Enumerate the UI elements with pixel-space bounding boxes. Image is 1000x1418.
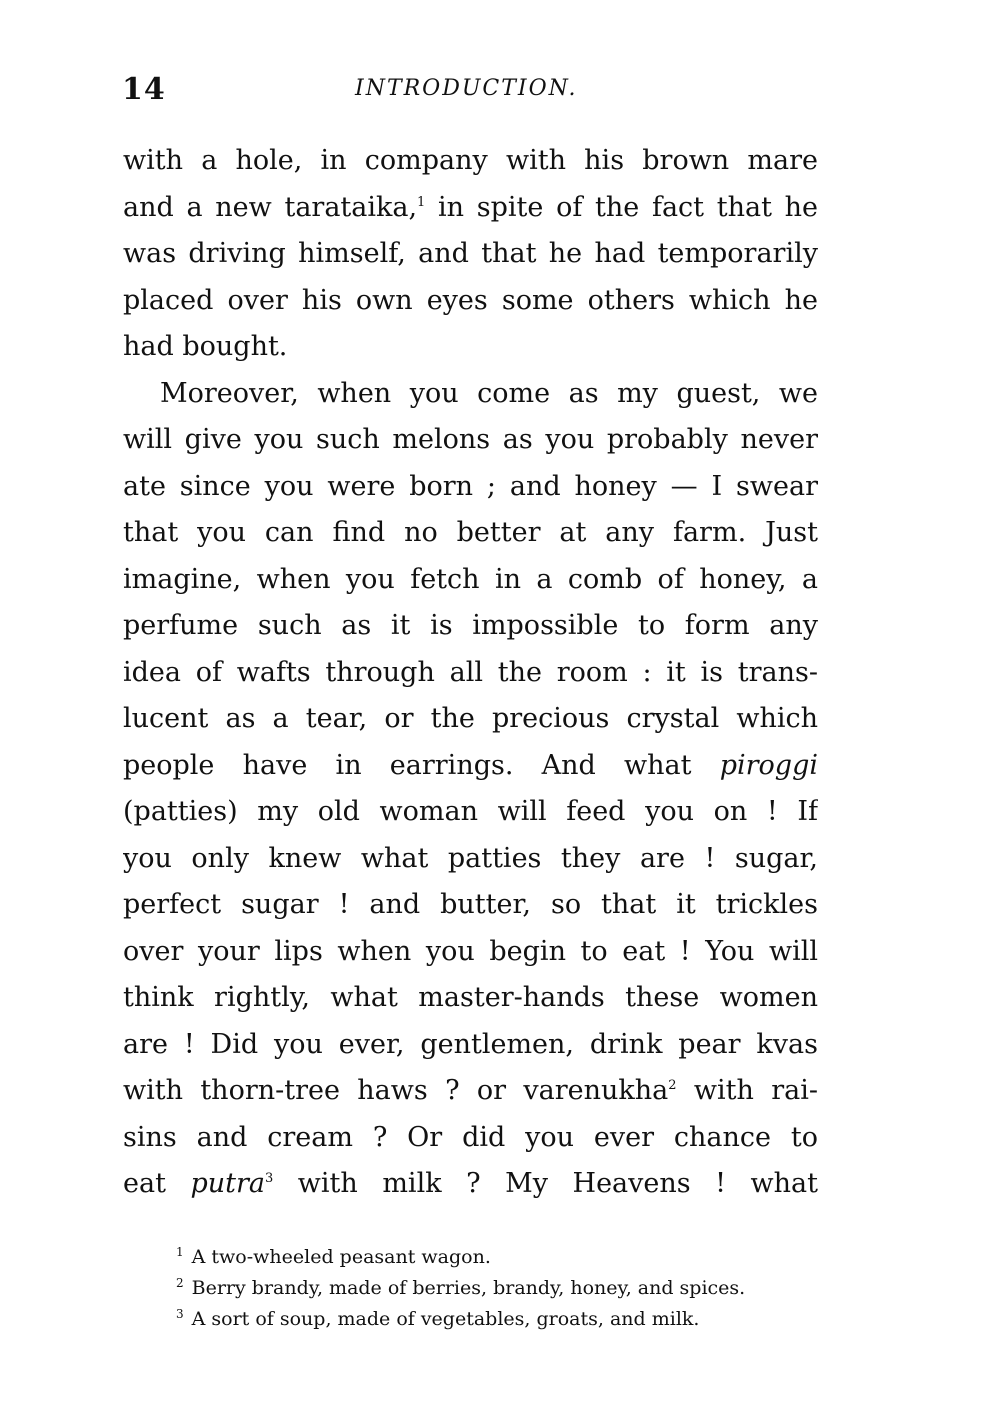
footnote [176, 1273, 816, 1304]
footnote [176, 1304, 816, 1335]
footnote-text: A sort of soup, made of vegetables, groats, and milk. [191, 1308, 700, 1330]
text-line: idea of wafts through all the room : it is trans- [123, 656, 818, 688]
footnote-mark: 3 [176, 1306, 184, 1321]
text-line: are ! Did you ever, gentlemen, drink pear kvas [123, 1028, 818, 1060]
text-line: think rightly, what master-hands these women [123, 982, 818, 1013]
text-line: placed over his own eyes some others which he [123, 284, 818, 316]
text-line: (patties) my old woman will feed you on ! If [123, 796, 818, 827]
text-line: with thorn-tree haws ? or varenukha$^2$ with rai- [123, 1075, 818, 1106]
footnote-mark: 1 [176, 1244, 184, 1259]
italic-word: piroggi [719, 749, 818, 781]
footnote [176, 1242, 816, 1273]
text-line: perfect sugar ! and butter, so that it trickles [123, 889, 818, 920]
running-title: INTRODUCTION. [355, 76, 578, 101]
text-line: Moreover, when you come as my guest, we [160, 377, 818, 409]
text-line: imagine, when you fetch in a comb of honey, a [123, 563, 818, 595]
footnote-mark: 2 [176, 1275, 184, 1290]
text-line: over your lips when you begin to eat ! You will [123, 935, 818, 967]
text-line: was driving himself, and that he had temporarily [123, 238, 818, 269]
text-line: will give you such melons as you probably never [123, 424, 818, 455]
text-line: eat putra$^3$ with milk ? My Heavens ! what [123, 1168, 818, 1199]
footnote-ref: 2 [668, 1078, 677, 1093]
page-number: 14 [122, 72, 166, 107]
body-text [123, 138, 818, 1208]
footnote-text: A two-wheeled peasant wagon. [191, 1246, 491, 1268]
text-line: ate since you were born ; and honey — I swear [123, 470, 818, 502]
italic-word: putra [190, 1168, 265, 1199]
text-line: people have in earrings. And what piroggi [123, 749, 818, 781]
text-line: had bought. [123, 331, 288, 362]
text-line: perfume such as it is impossible to form any [123, 610, 818, 641]
text-line: and a new tarataika,$^1$ in spite of the fact that he [123, 191, 818, 223]
text-line: that you can find no better at any farm. Just [123, 517, 818, 548]
text-line: with a hole, in company with his brown mare [123, 145, 818, 176]
text-line: lucent as a tear, or the precious crystal which [123, 703, 818, 734]
text-line: you only knew what patties they are ! sugar, [123, 842, 818, 874]
footnotes [176, 1242, 816, 1335]
footnote-text: Berry brandy, made of berries, brandy, honey, and spices. [191, 1277, 746, 1299]
footnote-ref: 3 [265, 1171, 274, 1186]
footnote-ref: 1 [417, 194, 426, 210]
text-line: sins and cream ? Or did you ever chance to [123, 1121, 818, 1153]
